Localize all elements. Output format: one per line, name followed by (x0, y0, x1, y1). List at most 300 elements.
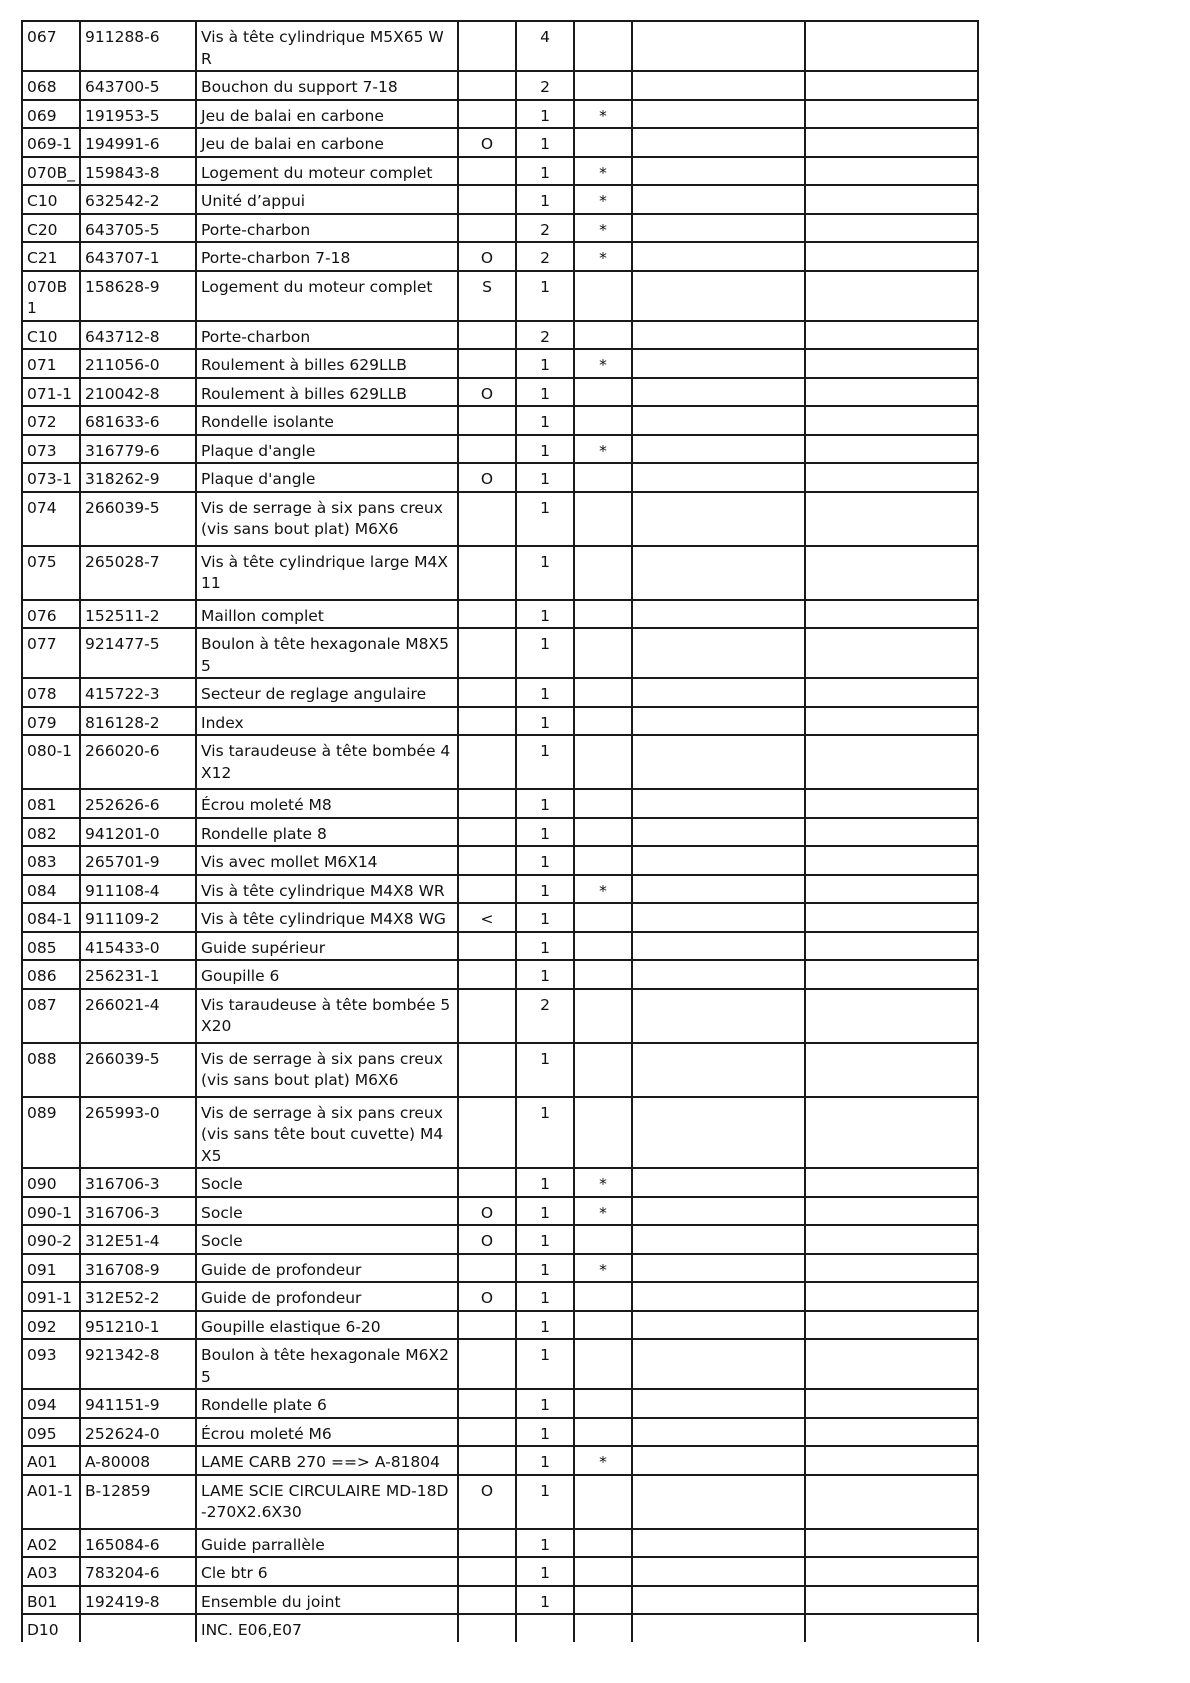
item-number-cell: 075 (22, 546, 80, 600)
flag-cell (458, 492, 516, 546)
flag-cell (458, 846, 516, 875)
note-cell (805, 818, 978, 847)
flag-cell (458, 1557, 516, 1586)
mark-cell: * (574, 1168, 632, 1197)
flag-cell (458, 435, 516, 464)
part-number-cell: 816128-2 (80, 707, 196, 736)
quantity-cell: 1 (516, 1475, 574, 1529)
table-row (22, 546, 978, 600)
description-cell: Cle btr 6 (196, 1557, 458, 1586)
note-cell (805, 1418, 978, 1447)
note-cell (632, 1168, 805, 1197)
note-cell (632, 242, 805, 271)
flag-cell (458, 21, 516, 71)
description-cell: Socle (196, 1197, 458, 1226)
description-cell: Maillon complet (196, 600, 458, 629)
flag-cell: O (458, 1197, 516, 1226)
quantity-cell: 1 (516, 128, 574, 157)
part-number-cell: 266039-5 (80, 492, 196, 546)
item-number-cell: 070B_ (22, 157, 80, 186)
note-cell (805, 1586, 978, 1615)
table-row (22, 242, 978, 271)
note-cell (805, 600, 978, 629)
item-number-cell: 068 (22, 71, 80, 100)
note-cell (632, 406, 805, 435)
description-cell: Ensemble du joint (196, 1586, 458, 1615)
quantity-cell: 1 (516, 707, 574, 736)
flag-cell: < (458, 903, 516, 932)
description-cell: Vis de serrage à six pans creux (vis sans tête bout cuvette) M4X5 (196, 1097, 458, 1169)
part-number-cell: 252624-0 (80, 1418, 196, 1447)
note-cell (805, 100, 978, 129)
table-row (22, 960, 978, 989)
quantity-cell: 1 (516, 1168, 574, 1197)
part-number-cell: 318262-9 (80, 463, 196, 492)
note-cell (632, 628, 805, 678)
mark-cell (574, 271, 632, 321)
flag-cell (458, 349, 516, 378)
quantity-cell: 1 (516, 546, 574, 600)
flag-cell: O (458, 128, 516, 157)
note-cell (805, 707, 978, 736)
table-row (22, 128, 978, 157)
item-number-cell: 070B1 (22, 271, 80, 321)
table-row (22, 271, 978, 321)
table-row (22, 1557, 978, 1586)
part-number-cell: 643707-1 (80, 242, 196, 271)
mark-cell (574, 1614, 632, 1642)
description-cell: LAME SCIE CIRCULAIRE MD-18D-270X2.6X30 (196, 1475, 458, 1529)
table-row (22, 1282, 978, 1311)
note-cell (632, 1475, 805, 1529)
flag-cell: O (458, 1282, 516, 1311)
note-cell (805, 214, 978, 243)
mark-cell (574, 789, 632, 818)
description-cell: Roulement à billes 629LLB (196, 378, 458, 407)
flag-cell (458, 1254, 516, 1283)
mark-cell (574, 903, 632, 932)
table-row (22, 989, 978, 1043)
part-number-cell: 158628-9 (80, 271, 196, 321)
flag-cell: O (458, 1225, 516, 1254)
part-number-cell: 415722-3 (80, 678, 196, 707)
mark-cell (574, 628, 632, 678)
note-cell (632, 1614, 805, 1642)
part-number-cell: 210042-8 (80, 378, 196, 407)
description-cell: Plaque d'angle (196, 435, 458, 464)
description-cell: INC. E06,E07 (196, 1614, 458, 1642)
item-number-cell: 093 (22, 1339, 80, 1389)
note-cell (805, 128, 978, 157)
flag-cell (458, 1097, 516, 1169)
quantity-cell: 1 (516, 185, 574, 214)
item-number-cell: 067 (22, 21, 80, 71)
item-number-cell: 095 (22, 1418, 80, 1447)
description-cell: Rondelle plate 6 (196, 1389, 458, 1418)
part-number-cell: 266039-5 (80, 1043, 196, 1097)
part-number-cell (80, 1614, 196, 1642)
quantity-cell: 1 (516, 600, 574, 629)
note-cell (632, 1418, 805, 1447)
mark-cell (574, 1282, 632, 1311)
part-number-cell: 312E52-2 (80, 1282, 196, 1311)
description-cell: Vis à tête cylindrique M4X8 WG (196, 903, 458, 932)
part-number-cell: 165084-6 (80, 1529, 196, 1558)
note-cell (632, 546, 805, 600)
note-cell (632, 214, 805, 243)
mark-cell (574, 735, 632, 789)
table-row (22, 157, 978, 186)
item-number-cell: 074 (22, 492, 80, 546)
item-number-cell: 081 (22, 789, 80, 818)
description-cell: Socle (196, 1168, 458, 1197)
item-number-cell: C10 (22, 321, 80, 350)
note-cell (805, 1339, 978, 1389)
quantity-cell: 1 (516, 960, 574, 989)
description-cell: Boulon à tête hexagonale M8X55 (196, 628, 458, 678)
note-cell (805, 1043, 978, 1097)
table-row (22, 1475, 978, 1529)
description-cell: Vis avec mollet M6X14 (196, 846, 458, 875)
part-number-cell: 152511-2 (80, 600, 196, 629)
item-number-cell: 082 (22, 818, 80, 847)
table-row (22, 21, 978, 71)
table-row (22, 735, 978, 789)
parts-table (21, 20, 979, 1642)
quantity-cell: 1 (516, 735, 574, 789)
table-row (22, 1614, 978, 1642)
flag-cell (458, 100, 516, 129)
mark-cell: * (574, 349, 632, 378)
note-cell (805, 846, 978, 875)
description-cell: Vis à tête cylindrique M5X65 WR (196, 21, 458, 71)
quantity-cell: 1 (516, 157, 574, 186)
note-cell (632, 932, 805, 961)
quantity-cell: 1 (516, 1418, 574, 1447)
description-cell: Bouchon du support 7-18 (196, 71, 458, 100)
mark-cell (574, 1339, 632, 1389)
part-number-cell: 911108-4 (80, 875, 196, 904)
mark-cell (574, 1097, 632, 1169)
description-cell: Porte-charbon (196, 214, 458, 243)
item-number-cell: 090-2 (22, 1225, 80, 1254)
item-number-cell: 071-1 (22, 378, 80, 407)
note-cell (632, 1282, 805, 1311)
note-cell (805, 242, 978, 271)
quantity-cell (516, 1614, 574, 1642)
item-number-cell: 094 (22, 1389, 80, 1418)
note-cell (805, 789, 978, 818)
description-cell: Guide de profondeur (196, 1282, 458, 1311)
table-row (22, 1586, 978, 1615)
item-number-cell: C20 (22, 214, 80, 243)
quantity-cell: 1 (516, 875, 574, 904)
mark-cell (574, 378, 632, 407)
mark-cell (574, 21, 632, 71)
item-number-cell: 087 (22, 989, 80, 1043)
table-row (22, 492, 978, 546)
description-cell: Goupille elastique 6-20 (196, 1311, 458, 1340)
flag-cell (458, 989, 516, 1043)
quantity-cell: 2 (516, 989, 574, 1043)
table-row (22, 1254, 978, 1283)
note-cell (805, 1311, 978, 1340)
note-cell (805, 378, 978, 407)
table-row (22, 100, 978, 129)
flag-cell (458, 1043, 516, 1097)
note-cell (632, 157, 805, 186)
part-number-cell: 921342-8 (80, 1339, 196, 1389)
table-row (22, 1529, 978, 1558)
item-number-cell: 091 (22, 1254, 80, 1283)
note-cell (632, 21, 805, 71)
part-number-cell: 194991-6 (80, 128, 196, 157)
note-cell (632, 1225, 805, 1254)
item-number-cell: C10 (22, 185, 80, 214)
table-row (22, 1311, 978, 1340)
note-cell (632, 71, 805, 100)
quantity-cell: 1 (516, 1586, 574, 1615)
description-cell: Secteur de reglage angulaire (196, 678, 458, 707)
table-row (22, 406, 978, 435)
quantity-cell: 2 (516, 71, 574, 100)
item-number-cell: 084-1 (22, 903, 80, 932)
flag-cell: S (458, 271, 516, 321)
part-number-cell: 941151-9 (80, 1389, 196, 1418)
flag-cell (458, 185, 516, 214)
note-cell (805, 989, 978, 1043)
note-cell (632, 903, 805, 932)
part-number-cell: 643700-5 (80, 71, 196, 100)
part-number-cell: 951210-1 (80, 1311, 196, 1340)
mark-cell: * (574, 242, 632, 271)
mark-cell (574, 1311, 632, 1340)
note-cell (632, 707, 805, 736)
note-cell (632, 1446, 805, 1475)
mark-cell (574, 707, 632, 736)
part-number-cell: 316708-9 (80, 1254, 196, 1283)
quantity-cell: 1 (516, 271, 574, 321)
item-number-cell: B01 (22, 1586, 80, 1615)
table-row (22, 214, 978, 243)
quantity-cell: 1 (516, 1043, 574, 1097)
mark-cell (574, 71, 632, 100)
item-number-cell: 069 (22, 100, 80, 129)
part-number-cell: 159843-8 (80, 157, 196, 186)
mark-cell (574, 960, 632, 989)
note-cell (632, 735, 805, 789)
item-number-cell: 085 (22, 932, 80, 961)
table-row (22, 378, 978, 407)
table-row (22, 185, 978, 214)
flag-cell (458, 546, 516, 600)
mark-cell: * (574, 435, 632, 464)
note-cell (805, 1475, 978, 1529)
flag-cell (458, 678, 516, 707)
quantity-cell: 1 (516, 1389, 574, 1418)
item-number-cell: 092 (22, 1311, 80, 1340)
part-number-cell: 211056-0 (80, 349, 196, 378)
flag-cell (458, 71, 516, 100)
part-number-cell: 252626-6 (80, 789, 196, 818)
item-number-cell: 076 (22, 600, 80, 629)
item-number-cell: 091-1 (22, 1282, 80, 1311)
note-cell (632, 321, 805, 350)
item-number-cell: 090-1 (22, 1197, 80, 1226)
item-number-cell: 090 (22, 1168, 80, 1197)
flag-cell: O (458, 242, 516, 271)
note-cell (632, 185, 805, 214)
note-cell (805, 349, 978, 378)
description-cell: Roulement à billes 629LLB (196, 349, 458, 378)
mark-cell (574, 1043, 632, 1097)
description-cell: Écrou moleté M6 (196, 1418, 458, 1447)
note-cell (632, 100, 805, 129)
flag-cell (458, 735, 516, 789)
table-row (22, 1197, 978, 1226)
flag-cell: O (458, 1475, 516, 1529)
flag-cell (458, 789, 516, 818)
mark-cell: * (574, 214, 632, 243)
note-cell (805, 1097, 978, 1169)
item-number-cell: 086 (22, 960, 80, 989)
mark-cell: * (574, 1446, 632, 1475)
note-cell (805, 1529, 978, 1558)
item-number-cell: A02 (22, 1529, 80, 1558)
note-cell (632, 349, 805, 378)
note-cell (805, 157, 978, 186)
note-cell (632, 1557, 805, 1586)
quantity-cell: 1 (516, 349, 574, 378)
table-row (22, 875, 978, 904)
flag-cell: O (458, 463, 516, 492)
note-cell (805, 21, 978, 71)
table-row (22, 846, 978, 875)
quantity-cell: 1 (516, 1225, 574, 1254)
table-row (22, 818, 978, 847)
table-row (22, 1389, 978, 1418)
parts-table-body (22, 21, 978, 1642)
mark-cell (574, 1586, 632, 1615)
part-number-cell: 265028-7 (80, 546, 196, 600)
quantity-cell: 1 (516, 903, 574, 932)
table-row (22, 349, 978, 378)
part-number-cell: 921477-5 (80, 628, 196, 678)
note-cell (805, 492, 978, 546)
flag-cell (458, 157, 516, 186)
item-number-cell: 084 (22, 875, 80, 904)
mark-cell (574, 1418, 632, 1447)
table-row (22, 321, 978, 350)
table-row (22, 628, 978, 678)
flag-cell (458, 707, 516, 736)
part-number-cell: 316706-3 (80, 1197, 196, 1226)
part-number-cell: A-80008 (80, 1446, 196, 1475)
table-row (22, 1225, 978, 1254)
quantity-cell: 1 (516, 678, 574, 707)
note-cell (632, 1586, 805, 1615)
quantity-cell: 1 (516, 1197, 574, 1226)
note-cell (632, 463, 805, 492)
item-number-cell: 073-1 (22, 463, 80, 492)
description-cell: Vis à tête cylindrique M4X8 WR (196, 875, 458, 904)
item-number-cell: 072 (22, 406, 80, 435)
flag-cell (458, 1168, 516, 1197)
item-number-cell: 088 (22, 1043, 80, 1097)
flag-cell (458, 1389, 516, 1418)
mark-cell (574, 463, 632, 492)
table-row (22, 1418, 978, 1447)
table-row (22, 463, 978, 492)
flag-cell (458, 214, 516, 243)
description-cell: Jeu de balai en carbone (196, 100, 458, 129)
quantity-cell: 1 (516, 932, 574, 961)
item-number-cell: C21 (22, 242, 80, 271)
note-cell (632, 875, 805, 904)
description-cell: Socle (196, 1225, 458, 1254)
note-cell (805, 546, 978, 600)
part-number-cell: 265993-0 (80, 1097, 196, 1169)
description-cell: Rondelle plate 8 (196, 818, 458, 847)
note-cell (632, 128, 805, 157)
note-cell (805, 1557, 978, 1586)
mark-cell: * (574, 1197, 632, 1226)
flag-cell (458, 600, 516, 629)
part-number-cell: 266021-4 (80, 989, 196, 1043)
table-row (22, 932, 978, 961)
note-cell (632, 960, 805, 989)
part-number-cell: 316779-6 (80, 435, 196, 464)
part-number-cell: 316706-3 (80, 1168, 196, 1197)
mark-cell (574, 846, 632, 875)
note-cell (632, 678, 805, 707)
flag-cell (458, 875, 516, 904)
item-number-cell: A01-1 (22, 1475, 80, 1529)
note-cell (632, 1097, 805, 1169)
description-cell: Boulon à tête hexagonale M6X25 (196, 1339, 458, 1389)
note-cell (805, 678, 978, 707)
part-number-cell: 911109-2 (80, 903, 196, 932)
table-row (22, 903, 978, 932)
mark-cell (574, 1225, 632, 1254)
flag-cell (458, 1311, 516, 1340)
description-cell: Porte-charbon (196, 321, 458, 350)
quantity-cell: 2 (516, 214, 574, 243)
quantity-cell: 1 (516, 406, 574, 435)
description-cell: Logement du moteur complet (196, 157, 458, 186)
note-cell (805, 463, 978, 492)
note-cell (805, 406, 978, 435)
description-cell: Index (196, 707, 458, 736)
description-cell: Vis taraudeuse à tête bombée 5X20 (196, 989, 458, 1043)
part-number-cell: 266020-6 (80, 735, 196, 789)
mark-cell (574, 321, 632, 350)
note-cell (805, 1254, 978, 1283)
mark-cell (574, 1529, 632, 1558)
note-cell (805, 1389, 978, 1418)
quantity-cell: 1 (516, 1446, 574, 1475)
table-row (22, 1097, 978, 1169)
flag-cell: O (458, 378, 516, 407)
note-cell (805, 1225, 978, 1254)
description-cell: Rondelle isolante (196, 406, 458, 435)
quantity-cell: 1 (516, 492, 574, 546)
quantity-cell: 1 (516, 1557, 574, 1586)
item-number-cell: 071 (22, 349, 80, 378)
note-cell (632, 989, 805, 1043)
flag-cell (458, 1586, 516, 1615)
note-cell (805, 1282, 978, 1311)
